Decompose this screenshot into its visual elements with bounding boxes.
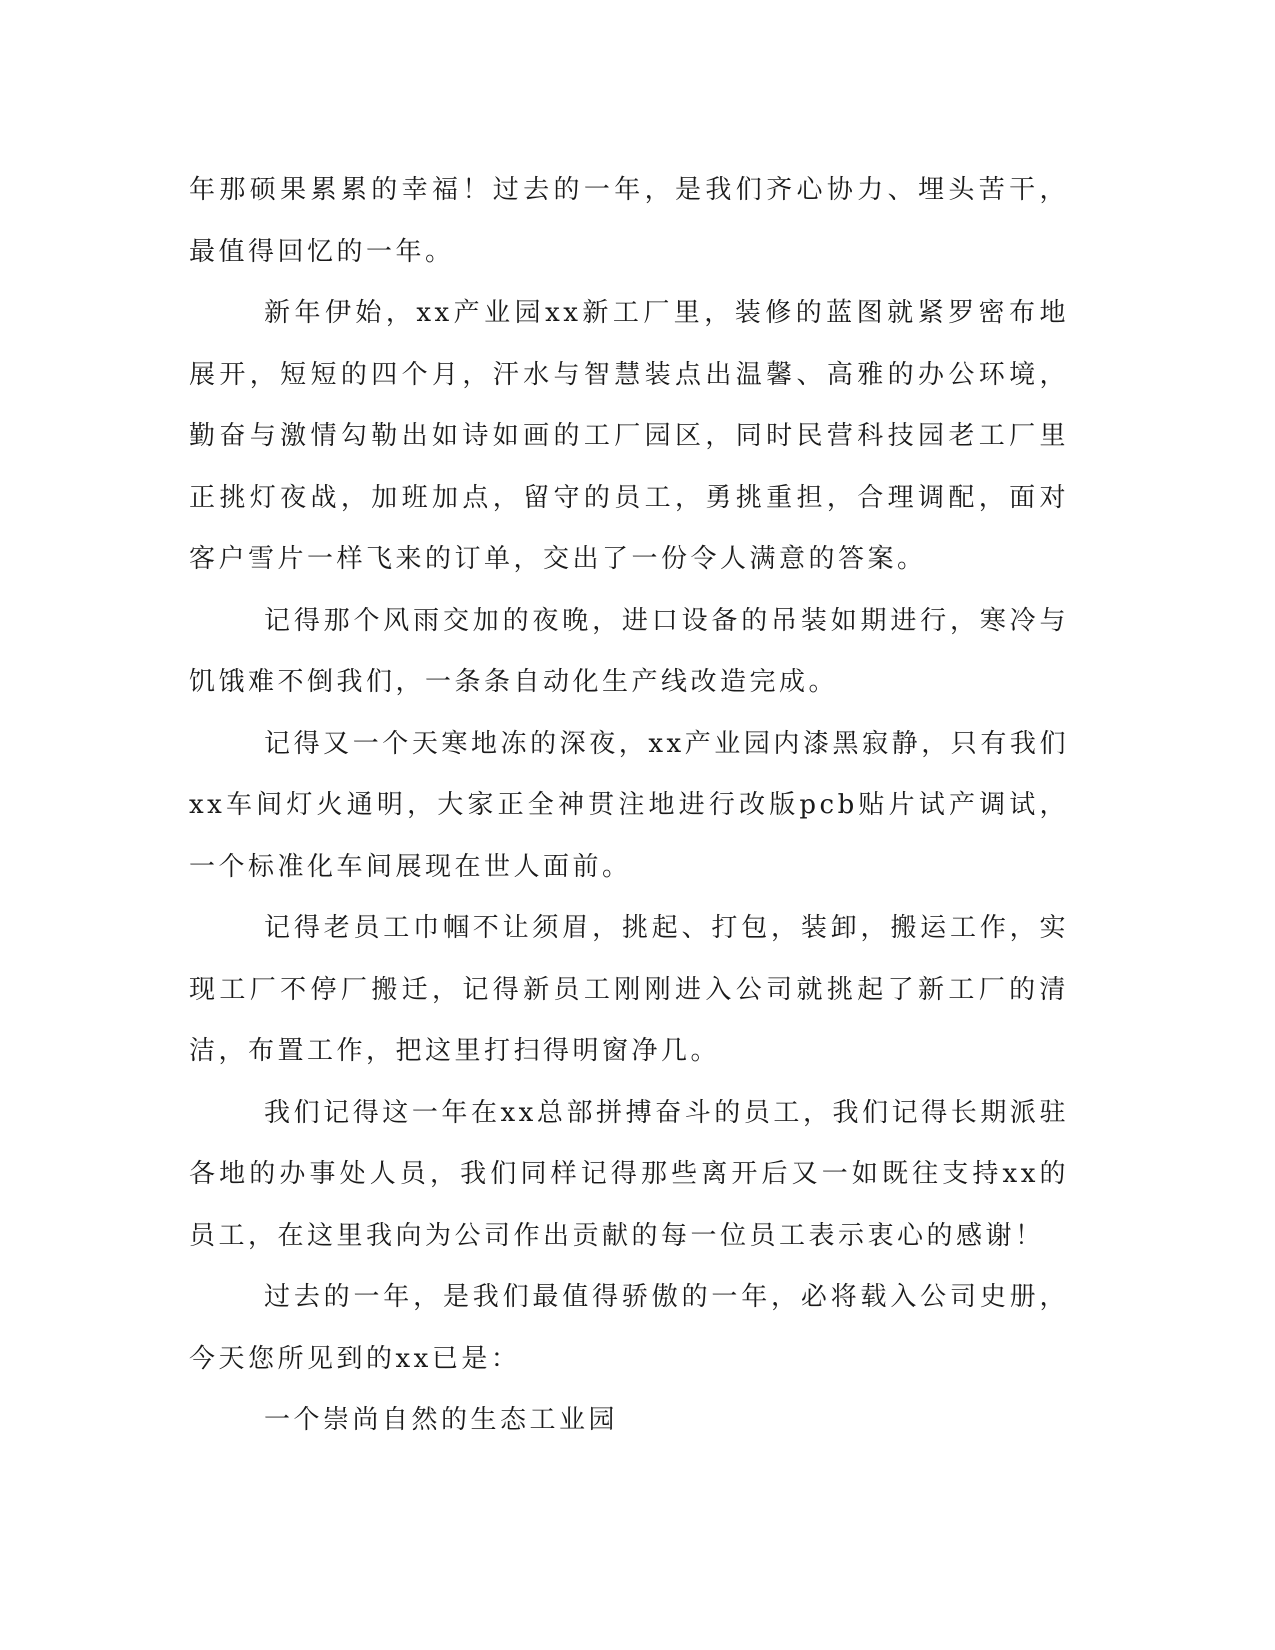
paragraph-2: 新年伊始，xx产业园xx新工厂里，装修的蓝图就紧罗密布地展开，短短的四个月，汗水与智慧装点出温馨、高雅的办公环境，勤奋与激情勾勒出如诗如画的工厂园区，同时民营科技园老工厂里正挑灯夜战，加班加点，留守的员工，勇挑重担，合理调配，面对客户雪片一样飞来的订单，交出了一份令人满意的答案。	[189, 298, 1069, 574]
paragraph-4: 记得又一个天寒地冻的深夜，xx产业园内漆黑寂静，只有我们xx车间灯火通明，大家正全神贯注地进行改版pcb贴片试产调试，一个标准化车间展现在世人面前。	[189, 728, 1069, 882]
paragraph-3: 记得那个风雨交加的夜晚，进口设备的吊装如期进行，寒冷与饥饿难不倒我们，一条条自动化生产线改造完成。	[189, 605, 1069, 697]
document-body	[189, 160, 1069, 1452]
paragraph-6: 我们记得这一年在xx总部拼搏奋斗的员工，我们记得长期派驻各地的办事处人员，我们同样记得那些离开后又一如既往支持xx的员工，在这里我向为公司作出贡献的每一位员工表示衷心的感谢！	[189, 1097, 1069, 1251]
paragraph-8: 一个崇尚自然的生态工业园	[264, 1405, 619, 1435]
paragraph-5: 记得老员工巾帼不让须眉，挑起、打包，装卸，搬运工作，实现工厂不停厂搬迁，记得新员工刚刚进入公司就挑起了新工厂的清洁，布置工作，把这里打扫得明窗净几。	[189, 913, 1069, 1066]
paragraph-7: 过去的一年，是我们最值得骄傲的一年，必将载入公司史册，今天您所见到的xx已是：	[189, 1282, 1069, 1374]
paragraph-1: 年那硕果累累的幸福！过去的一年，是我们齐心协力、埋头苦干，最值得回忆的一年。	[189, 175, 1069, 267]
